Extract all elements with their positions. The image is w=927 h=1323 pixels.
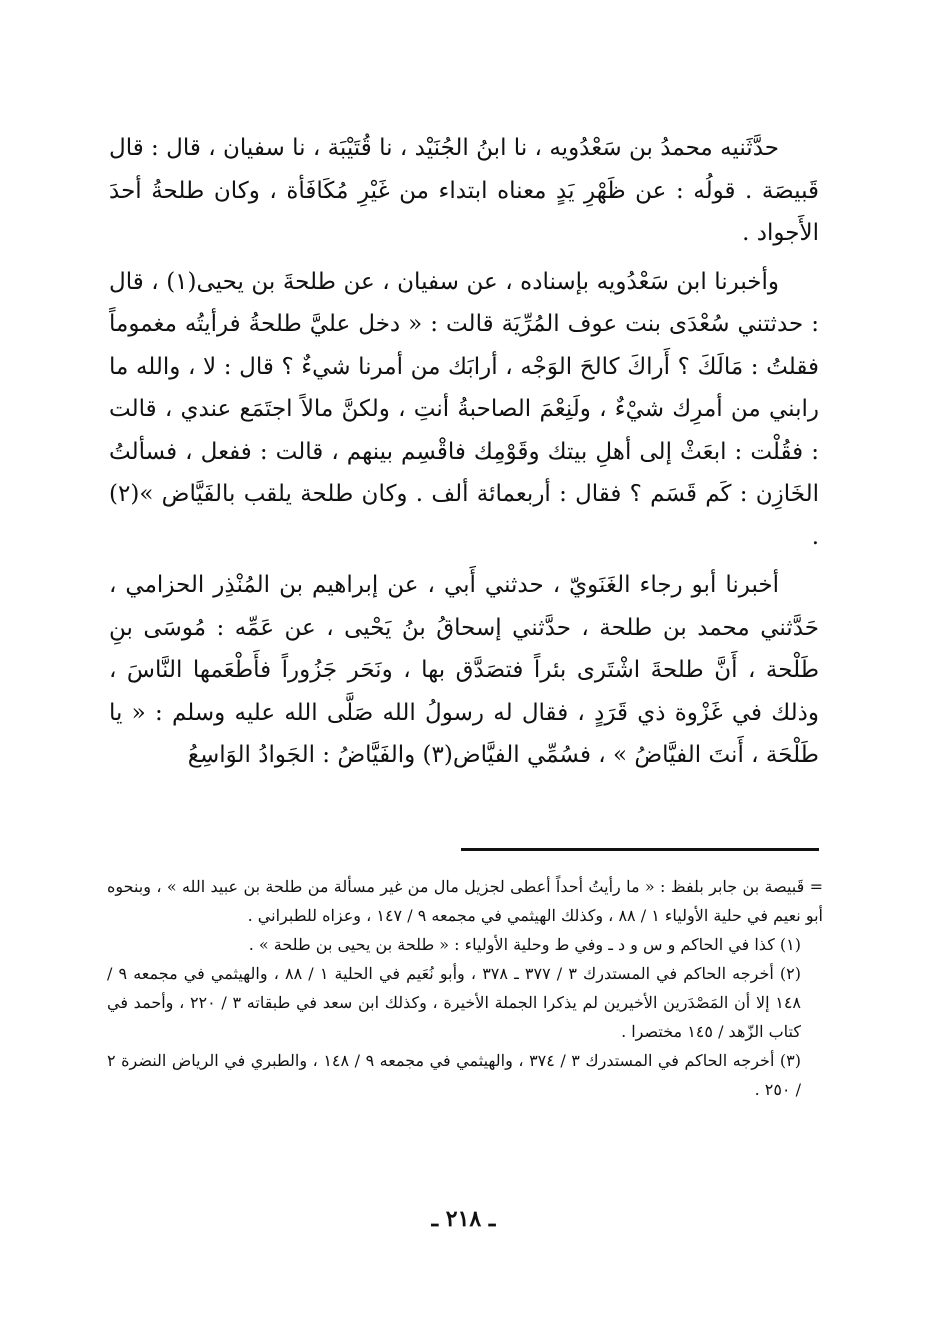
footnote-3: (٣) أخرجه الحاكم في المستدرك ٣ / ٣٧٤ ، والهيثمي في مجمعه ٩ / ١٤٨ ، والطبري في الرياض النضرة ٢ / ٢٥٠ . — [107, 1051, 802, 1099]
footnotes — [107, 872, 823, 1104]
footnote-2: (٢) أخرجه الحاكم في المستدرك ٣ / ٣٧٧ ـ ٣٧٨ ، وأبو نُعَيم في الحلية ١ / ٨٨ ، والهيثمي في مجمعه ٩ / ١٤٨ إلا أن المَصْدَرين الأخيرين لم يذكرا الجملة الأخيرة ، وكذلك ابن سعد في طبقاته ٣ / ٢٢٠ ، وأحمد في كتاب الزّهد / ١٤٥ مختصرا . — [107, 964, 802, 1041]
footnote-continuation: = قَبيصة بن جابر بلفظ : « ما رأيتُ أحداً أعطى لجزيل مال من غير مسألة من طلحة بن عبيد الله » ، وبنحوه أبو نعيم في حلية الأولياء ١ / ٨٨ ، وكذلك الهيثمي في مجمعه ٩ / ١٤٧ ، وعزاه للطبراني . — [107, 877, 823, 925]
footnote-1: (١) كذا في الحاكم و س و د ـ وفي ط وحلية الأولياء : « طلحة بن يحيى بن طلحة » . — [248, 935, 801, 954]
paragraph-1: حدَّثَنيه محمدُ بن سَعْدُويه ، نا ابنُ الجُنَيْد ، نا قُتَيْبَة ، نا سفيان ، قال : قال قَبيصَة . قولُه : عن ظَهْرِ يَدٍ معناه ابتداء من غَيْرِ مُكَافَأة ، وكان طلحةُ أحدَ الأَجواد . — [109, 135, 819, 246]
paragraph-2: وأخبرنا ابن سَعْدُويه بإسناده ، عن سفيان ، عن طلحةَ بن يحيى(١) ، قال : حدثتني سُعْدَى بنت عوف المُرِّيَة قالت : « دخل عليَّ طلحةُ فرأيتُه مغموماً فقلتُ : مَالَكَ ؟ أَراكَ كالحَ الوَجْه ، أرابَك من أمرنا شيءٌ ؟ قال : لا ، والله ما رابني من أمرِك شيْءٌ ، ولَنِعْمَ الصاحبةُ أنتِ ، ولكنَّ مالاً اجتَمَع عندي ، قالت : فقُلْت : ابعَثْ إلى أهلِ بيتك وقَوْمِك فاقْسِم بينهم ، قالت : ففعل ، فسألتُ الخَازِن : كَم قَسَم ؟ فقال : أربعمائة ألف . وكان طلحة يلقب بالفَيَّاض »(٢) . — [109, 268, 819, 550]
footnote-separator — [461, 848, 819, 851]
paragraph-3: أخبرنا أبو رجاء الغَنَويّ ، حدثني أَبي ، عن إبراهيم بن المُنْذِر الحزامي ، حَدَّثني محمد بن طلحة ، حدَّثني إسحاقُ بنُ يَحْيى ، عن عَمِّه : مُوسَى بنِ طَلْحة ، أَنَّ طلحةَ اشْتَرى بئراً فتصَدَّق بها ، ونَحَر جَزُوراً فأَطْعَمها النَّاسَ ، وذلك في غَزْوة ذي قَرَدٍ ، فقال له رسولُ الله صَلَّى الله عليه وسلم : « يا طَلْحَة ، أَنتَ الفيَّاضُ » ، فسُمِّي الفيَّاض(٣) والفَيَّاضُ : الجَوادُ الوَاسِعُ — [109, 572, 819, 768]
page-number: ـ ٢١٨ ـ — [431, 1206, 496, 1232]
main-text — [109, 127, 819, 777]
